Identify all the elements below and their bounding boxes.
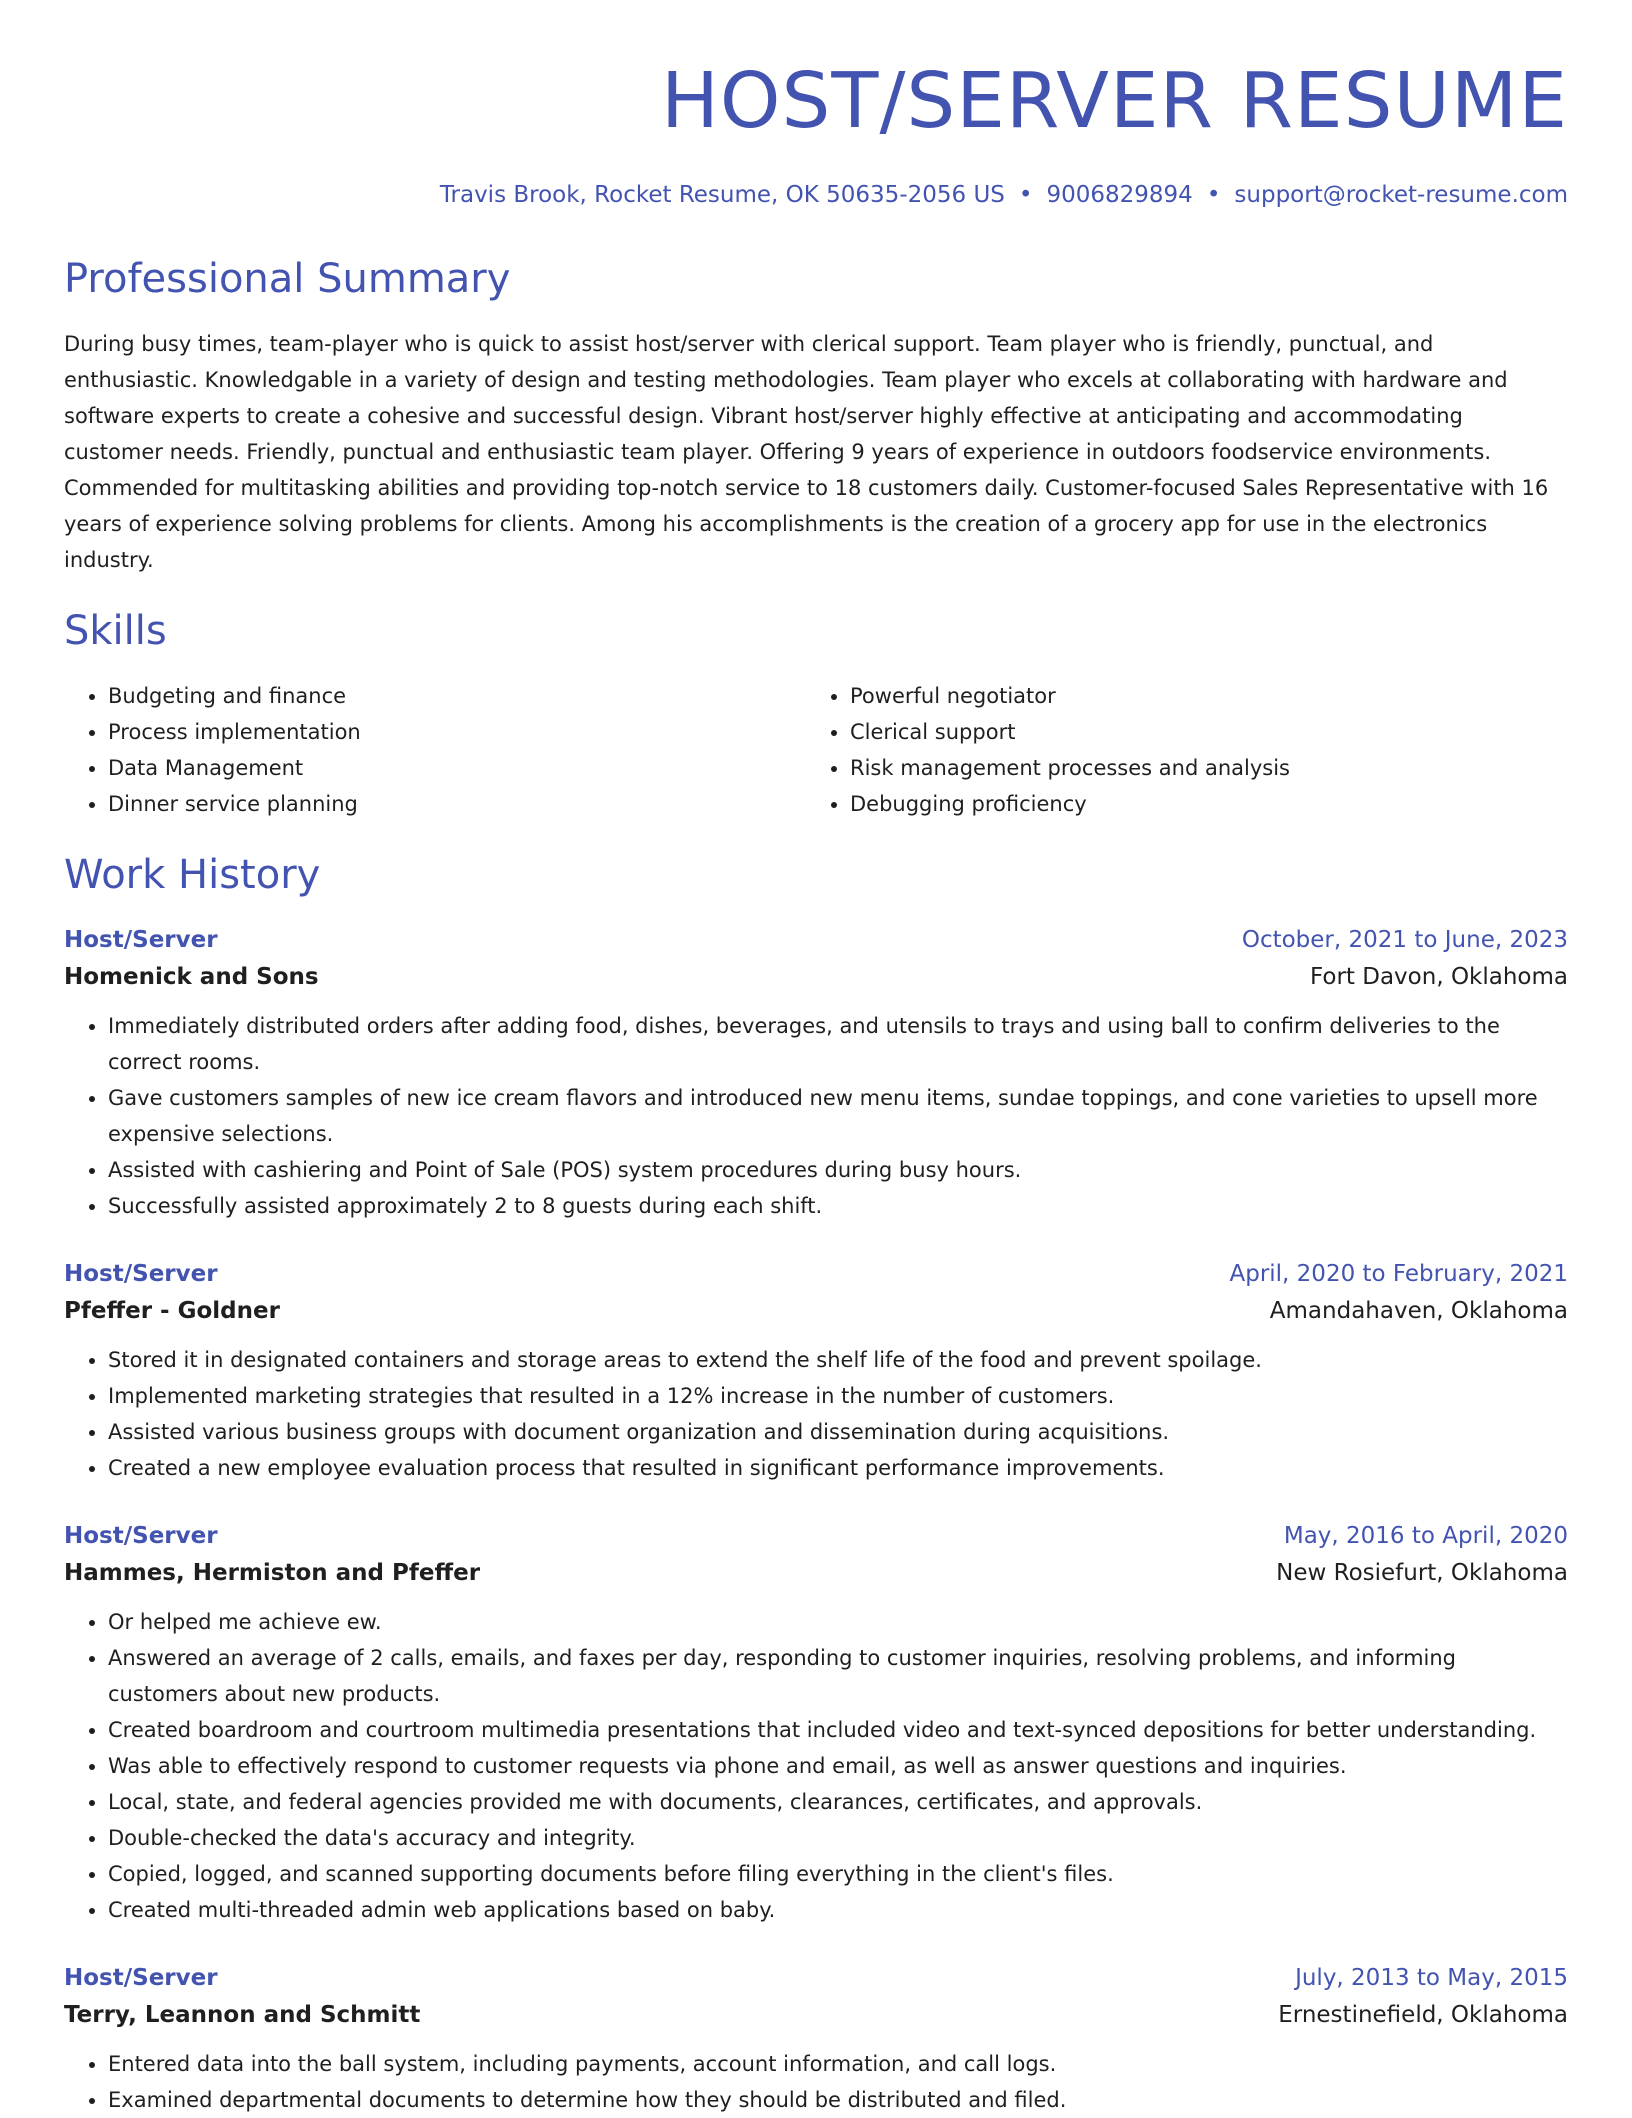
- contact-line: [64, 178, 1568, 212]
- skill-item: • Budgeting and finance: [108, 678, 806, 714]
- job-bullet: • Stored it in designated containers and storage areas to extend the shelf life of the food and prevent spoilage.: [108, 1342, 1568, 1378]
- job-dates: May, 2016 to April, 2020: [1283, 1523, 1568, 1549]
- job-title: Host/Server: [64, 1523, 218, 1549]
- job-header-row: [64, 1960, 1568, 1996]
- job-bullet: • Answered an average of 2 calls, emails, and faxes per day, responding to customer inquiries, resolving problems, and informing customers about new products.: [108, 1640, 1568, 1712]
- job-bullet: • Copied, logged, and scanned supporting documents before filing everything in the client's files.: [108, 1856, 1568, 1892]
- resume-page: [64, 0, 1568, 2118]
- job-company-row: [64, 1292, 1568, 1330]
- job-location: Amandahaven, Oklahoma: [1269, 1298, 1568, 1324]
- job-company: Pfeffer - Goldner: [64, 1298, 280, 1324]
- skill-item: • Dinner service planning: [108, 786, 806, 822]
- skills-column-right: [806, 678, 1548, 822]
- job-company-row: [64, 1996, 1568, 2034]
- job-bullet: • Double-checked the data's accuracy and integrity.: [108, 1820, 1568, 1856]
- job-bullet: • Was able to effectively respond to customer requests via phone and email, as well as answer questions and inquiries.: [108, 1748, 1568, 1784]
- job-entry: [64, 922, 1568, 1224]
- job-bullet: • Implemented marketing strategies that resulted in a 12% increase in the number of customers.: [108, 1378, 1568, 1414]
- skills-column-left: [64, 678, 806, 822]
- job-entry: [64, 1960, 1568, 2118]
- contact-address: Travis Brook, Rocket Resume, OK 50635-2056 US: [439, 182, 1005, 208]
- job-company: Terry, Leannon and Schmitt: [64, 2002, 421, 2028]
- job-dates: July, 2013 to May, 2015: [1295, 1965, 1568, 1991]
- work-history-heading: Work History: [64, 852, 321, 898]
- job-bullet: • Or helped me achieve ew.: [108, 1604, 1568, 1640]
- job-bullets: [64, 1342, 1568, 1486]
- contact-separator: •: [1206, 182, 1221, 208]
- contact-email: support@rocket-resume.com: [1234, 182, 1568, 208]
- job-bullets: [64, 1008, 1568, 1224]
- skill-item: • Risk management processes and analysis: [850, 750, 1548, 786]
- job-bullet: • Entered data into the ball system, including payments, account information, and call logs.: [108, 2046, 1568, 2082]
- job-location: Fort Davon, Oklahoma: [1309, 964, 1568, 990]
- job-location: New Rosiefurt, Oklahoma: [1276, 1560, 1568, 1586]
- skill-item: • Debugging proficiency: [850, 786, 1548, 822]
- skill-item: • Clerical support: [850, 714, 1548, 750]
- job-location: Ernestinefield, Oklahoma: [1278, 2002, 1568, 2028]
- skill-item: • Process implementation: [108, 714, 806, 750]
- job-bullet: • Assisted with cashiering and Point of Sale (POS) system procedures during busy hours.: [108, 1152, 1568, 1188]
- job-bullet: • Examined departmental documents to determine how they should be distributed and filed.: [108, 2082, 1568, 2118]
- job-bullet: • Successfully assisted approximately 2 to 8 guests during each shift.: [108, 1188, 1568, 1224]
- job-bullet: • Gave customers samples of new ice cream flavors and introduced new menu items, sundae toppings, and cone varieties to upsell more expensive selections.: [108, 1080, 1568, 1152]
- skills-heading: Skills: [64, 608, 167, 654]
- job-bullets: [64, 2046, 1568, 2118]
- job-entry: [64, 1518, 1568, 1928]
- job-entry: [64, 1256, 1568, 1486]
- contact-phone: 9006829894: [1046, 182, 1193, 208]
- job-bullet: • Local, state, and federal agencies provided me with documents, clearances, certificates, and approvals.: [108, 1784, 1568, 1820]
- job-company-row: [64, 958, 1568, 996]
- resume-title: HOST/SERVER RESUME: [661, 57, 1568, 146]
- job-title: Host/Server: [64, 1261, 218, 1287]
- job-bullet: • Assisted various business groups with document organization and dissemination during acquisitions.: [108, 1414, 1568, 1450]
- job-title: Host/Server: [64, 927, 218, 953]
- job-dates: October, 2021 to June, 2023: [1241, 927, 1568, 953]
- summary-text: During busy times, team-player who is quick to assist host/server with clerical support. Team player who is friendly, punctual, and enthusiastic. Knowledgable in a variety of design and testing methodologies. Team player who excels at collaborating with hardware and software experts to create a cohesive and successful design. Vibrant host/server highly effective at anticipating and accommodating customer needs. Friendly, punctual and enthusiastic team player. Offering 9 years of experience in outdoors foodservice environments. Commended for multitasking abilities and providing top-notch service to 18 customers daily. Customer-focused Sales Representative with 16 years of experience solving problems for clients. Among his accomplishments is the creation of a grocery app for use in the electronics industry.: [64, 332, 1549, 572]
- job-company: Homenick and Sons: [64, 964, 319, 990]
- job-dates: April, 2020 to February, 2021: [1229, 1261, 1568, 1287]
- skills-list: [64, 678, 1568, 822]
- job-company-row: [64, 1554, 1568, 1592]
- job-bullet: • Created multi-threaded admin web applications based on baby.: [108, 1892, 1568, 1928]
- job-bullet: • Created boardroom and courtroom multimedia presentations that included video and text-synced depositions for better understanding.: [108, 1712, 1568, 1748]
- job-header-row: [64, 922, 1568, 958]
- job-bullets: [64, 1604, 1568, 1928]
- job-bullet: • Created a new employee evaluation process that resulted in significant performance improvements.: [108, 1450, 1568, 1486]
- job-bullet: • Immediately distributed orders after adding food, dishes, beverages, and utensils to trays and using ball to confirm deliveries to the correct rooms.: [108, 1008, 1568, 1080]
- job-company: Hammes, Hermiston and Pfeffer: [64, 1560, 481, 1586]
- job-header-row: [64, 1256, 1568, 1292]
- job-title: Host/Server: [64, 1965, 218, 1991]
- skill-item: • Powerful negotiator: [850, 678, 1548, 714]
- contact-separator: •: [1018, 182, 1033, 208]
- summary-heading: Professional Summary: [64, 256, 511, 302]
- skill-item: • Data Management: [108, 750, 806, 786]
- job-header-row: [64, 1518, 1568, 1554]
